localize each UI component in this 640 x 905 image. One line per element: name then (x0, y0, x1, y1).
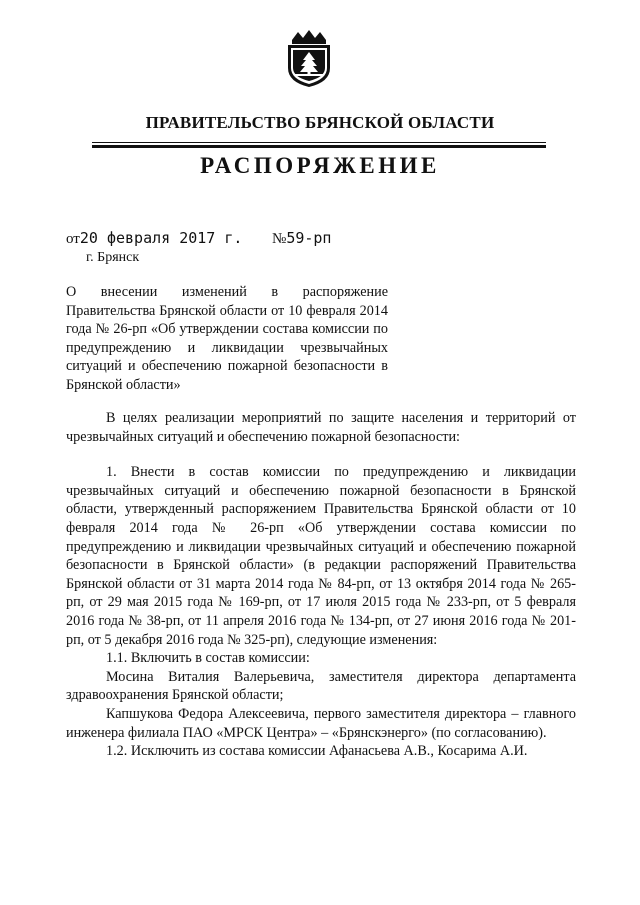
city: г. Брянск (86, 250, 140, 265)
date-value: 20 февраля 2017 г. (79, 229, 243, 247)
intro-paragraph: В целях реализации мероприятий по защите населения и территорий от чрезвычайных ситуаций и обеспечению пожарной безопасности: (66, 410, 576, 445)
item-1-2-paragraph: 1.2. Исключить из состава комиссии Афанасьева А.В., Косарима А.И. (106, 743, 528, 760)
person-1-paragraph: Мосина Виталия Валерьевича, заместителя директора департамента здравоохранения Брянской области; (66, 668, 576, 704)
number-line (272, 229, 331, 248)
document-body (66, 409, 576, 761)
bryansk-coat-of-arms-icon (282, 28, 336, 88)
date-prefix: от (66, 231, 80, 247)
header-rule-thick (92, 145, 546, 148)
number-prefix: № (272, 231, 287, 247)
date-line (66, 229, 242, 248)
document-type-title: РАСПОРЯЖЕНИЕ (200, 153, 440, 178)
number-value: 59-рп (286, 229, 332, 247)
item-1-paragraph: 1. Внести в состав комиссии по предупреждению и ликвидации чрезвычайных ситуаций и обеспечению пожарной безопасности в Брянской области, утвержденный распоряжением Правительства Брянской области от 10 февраля 2014 года № 26-рп «Об утверждении состава комиссии по предупреждению и ликвидации чрезвычайных ситуаций и обеспечению пожарной безопасности в Брянской области» (в редакции распоряжений Правительства Брянской области от 31 марта 2014 года № 84-рп, от 13 октября 2014 года № 265-рп, от 29 мая 2015 года № 169-рп, от 17 июля 2015 года № 233-рп, от 5 февраля 2016 года № 38-рп, от 11 апреля 2016 года № 134-рп, от 27 июня 2016 года № 201-рп, от 5 декабря 2016 года № 325-рп), следующие изменения: (66, 464, 576, 648)
document-subject: О внесении изменений в распоряжение Правительства Брянской области от 10 февраля 2014 года № 26-рп «Об утверждении состава комиссии по предупреждению и ликвидации чрезвычайных ситуаций и обеспечению пожарной безопасности в Брянской области» (66, 284, 388, 393)
item-1-1-paragraph: 1.1. Включить в состав комиссии: (106, 650, 310, 667)
person-2-paragraph: Капшукова Федора Алексеевича, первого заместителя директора – главного инженера филиала ПАО «МРСК Центра» – «Брянскэнерго» (по согласованию). (66, 705, 576, 741)
header-rule-thin (92, 142, 546, 143)
government-title: ПРАВИТЕЛЬСТВО БРЯНСКОЙ ОБЛАСТИ (145, 113, 495, 132)
